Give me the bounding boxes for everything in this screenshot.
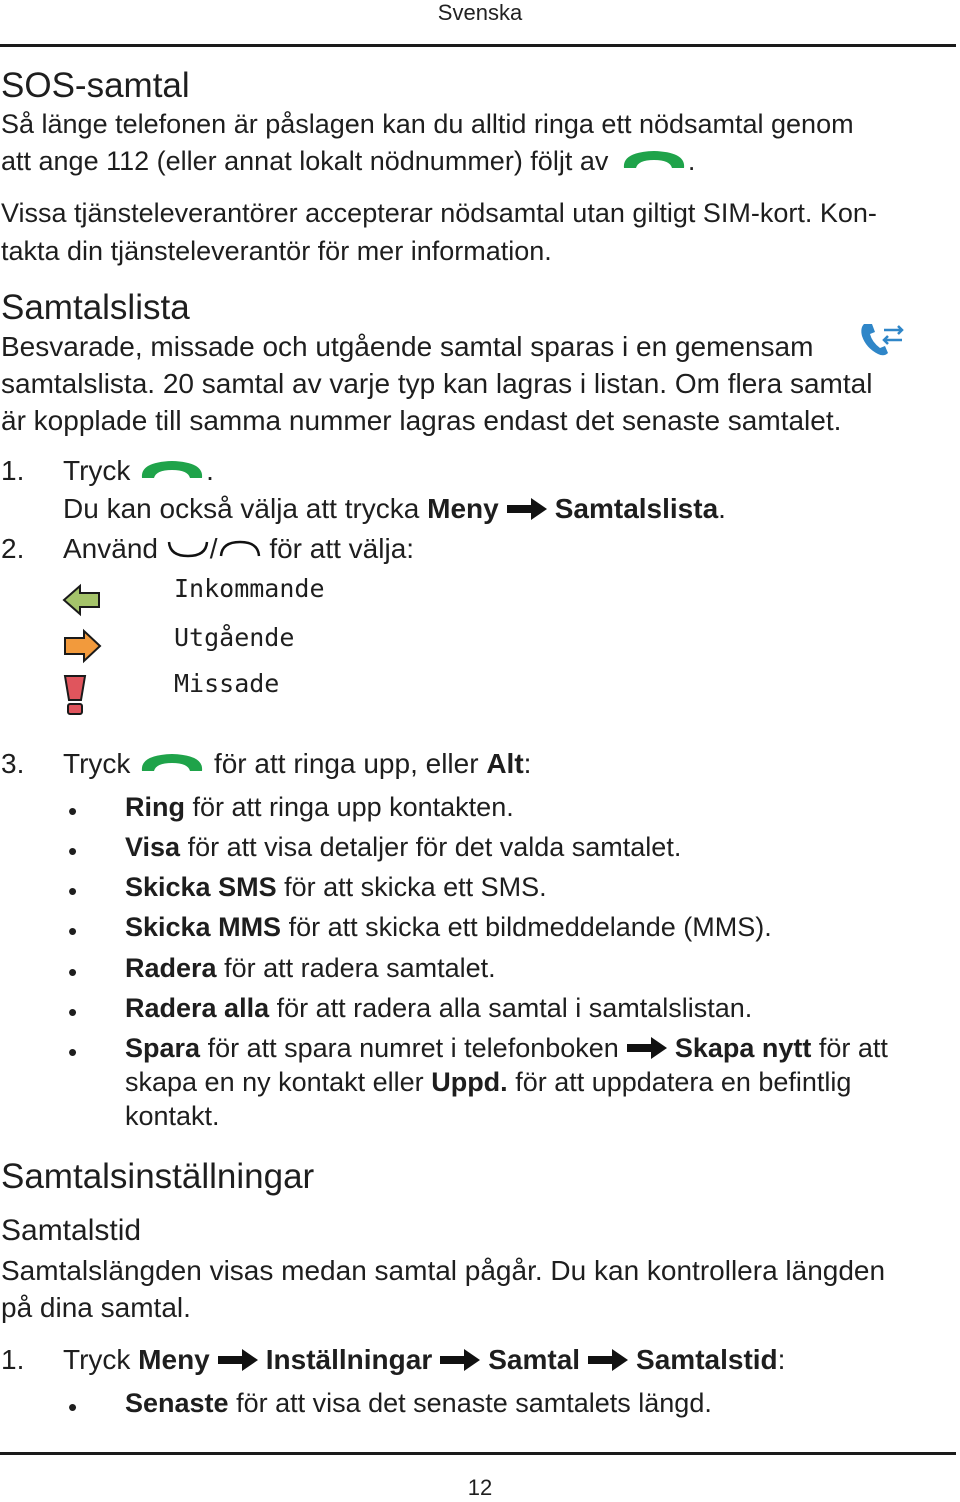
bullet-dot: • [68, 836, 78, 866]
bullet-dot: • [68, 1037, 78, 1067]
calllist-text-line-1: Besvarade, missade och utgående samtal sparas i en gemensam [1, 331, 814, 362]
option-skicka-mms: Skicka MMS för att skicka ett bildmeddelande (MMS). [125, 912, 772, 942]
arrow-right-icon [586, 1347, 630, 1380]
step-1-text: Tryck . [63, 455, 214, 489]
option-skicka-sms: Skicka SMS för att skicka ett SMS. [125, 872, 547, 902]
arrow-right-icon [216, 1347, 260, 1380]
option-spara-line-2: skapa en ny kontakt eller Uppd. för att uppdatera en befintlig [125, 1067, 852, 1097]
arrow-right-icon [505, 496, 549, 529]
missed-exclamation-icon [62, 674, 88, 721]
bullet-dot: • [68, 957, 78, 987]
page-number: 12 [467, 1475, 493, 1500]
nav-down-key-icon [166, 535, 210, 567]
call-key-icon [138, 456, 206, 489]
alt-label: Alt [486, 748, 524, 779]
option-visa: Visa för att visa detaljer för det valda samtalet. [125, 832, 682, 862]
bullet-dot: • [68, 1392, 78, 1422]
settings-subheading: Samtalstid [1, 1214, 142, 1247]
settings-text-line-2: på dina samtal. [1, 1292, 191, 1323]
option-ring: Ring för att ringa upp kontakten. [125, 792, 514, 822]
bullet-dot: • [68, 916, 78, 946]
call-type-missed: Missade [174, 669, 280, 698]
sos-text-line-3: Vissa tjänsteleverantörer accepterar nödsamtal utan giltigt SIM-kort. Kon- [1, 198, 877, 228]
menu-label: Meny [427, 493, 499, 524]
bullet-dot: • [68, 796, 78, 826]
settings-step-1-number: 1. [1, 1344, 25, 1375]
call-key-icon [138, 749, 206, 782]
sos-text-line-1: Så länge telefonen är påslagen kan du alltid ringa ett nödsamtal genom [1, 109, 854, 139]
sos-heading: SOS-samtal [1, 66, 190, 105]
calllist-text-line-2: samtalslista. 20 samtal av varje typ kan lagras i listan. Om flera samtal [1, 368, 873, 399]
step-2-number: 2. [1, 533, 25, 564]
outgoing-arrow-icon [62, 628, 102, 669]
option-spara-line-3: kontakt. [125, 1101, 220, 1131]
bullet-dot: • [68, 876, 78, 906]
calllist-target-label: Samtalslista [554, 493, 719, 524]
sos-text-line-4: takta din tjänsteleverantör för mer information. [1, 236, 552, 266]
calllist-heading: Samtalslista [1, 288, 190, 327]
step-3-text: Tryck för att ringa upp, eller Alt: [63, 748, 531, 782]
step-1-number: 1. [1, 455, 25, 486]
page-header-language: Svenska [437, 0, 523, 25]
incoming-arrow-icon [62, 583, 102, 622]
sos-text-line-2: att ange 112 (eller annat lokalt nödnummer) följt av . [1, 146, 695, 179]
step-1-alt-text: Du kan också välja att trycka Meny Samtalslista. [63, 493, 726, 529]
option-radera-alla: Radera alla för att radera alla samtal i samtalslistan. [125, 993, 753, 1023]
step-3-number: 3. [1, 748, 25, 779]
option-radera: Radera för att radera samtalet. [125, 953, 496, 983]
settings-option-senaste: Senaste för att visa det senaste samtalets längd. [125, 1388, 712, 1418]
option-spara: Spara för att spara numret i telefonboken Skapa nytt för att [125, 1033, 888, 1068]
settings-text-line-1: Samtalslängden visas medan samtal pågår. Du kan kontrollera längden [1, 1255, 886, 1286]
calllist-text-line-3: är kopplade till samma nummer lagras endast det senaste samtalet. [1, 405, 842, 436]
call-key-icon [620, 146, 688, 179]
call-type-outgoing: Utgående [174, 623, 295, 652]
call-type-incoming: Inkommande [174, 574, 325, 603]
arrow-right-icon [625, 1035, 669, 1068]
bullet-dot: • [68, 997, 78, 1027]
footer-rule [0, 1452, 956, 1455]
nav-up-key-icon [218, 535, 262, 567]
step-2-text: Använd / för att välja: [63, 533, 414, 567]
settings-heading: Samtalsinställningar [1, 1157, 315, 1196]
call-list-icon [858, 320, 906, 365]
header-rule [0, 44, 956, 47]
settings-step-1-text: Tryck Meny Inställningar Samtal Samtalstid: [63, 1344, 785, 1380]
arrow-right-icon [438, 1347, 482, 1380]
